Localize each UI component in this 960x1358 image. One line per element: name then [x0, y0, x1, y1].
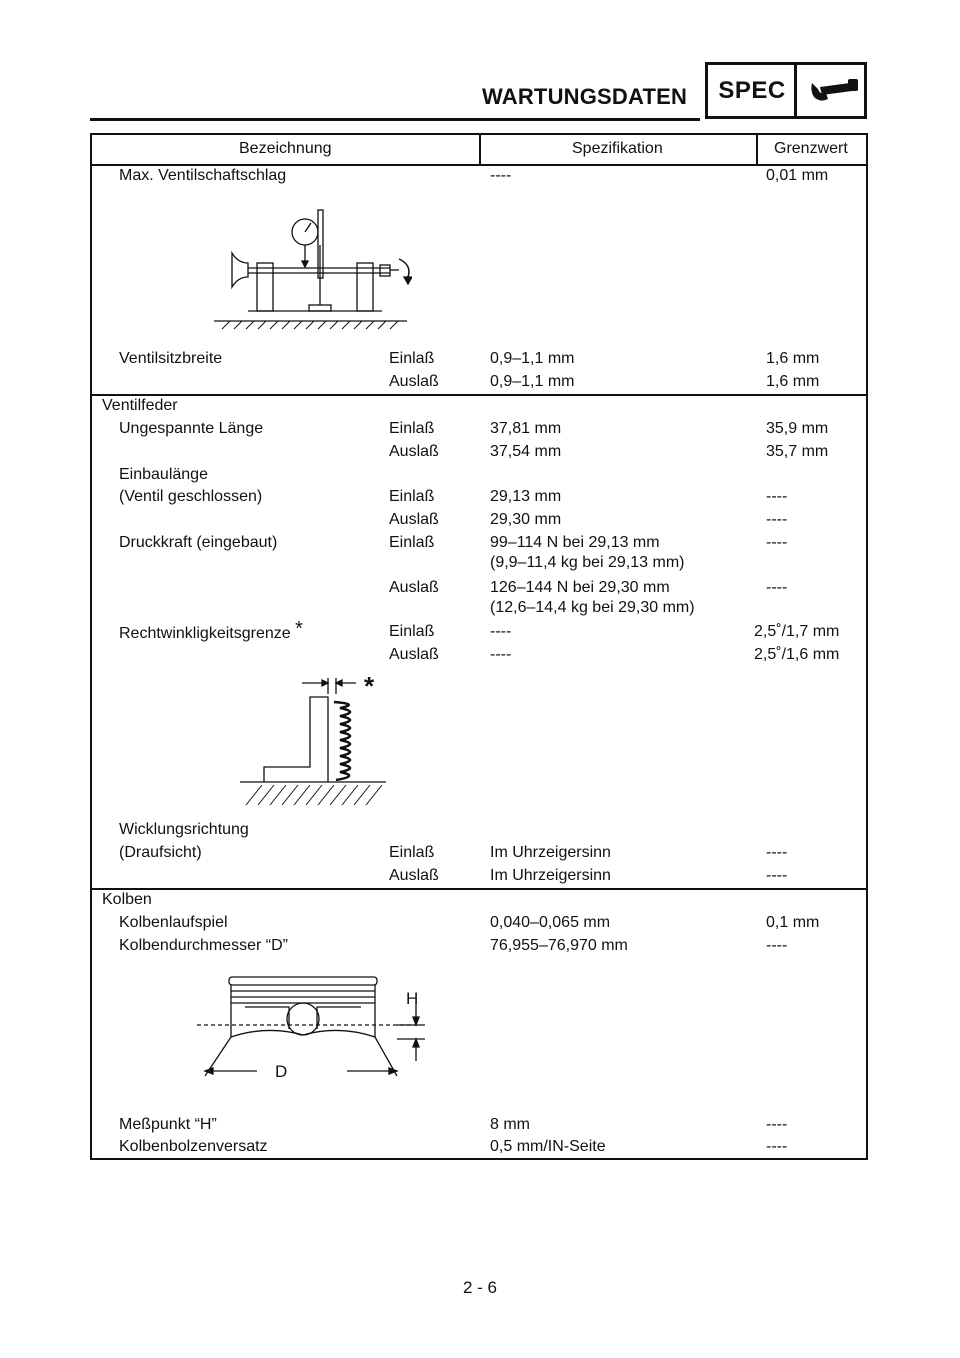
row-limit: 0,1 mm	[766, 914, 820, 931]
row-limit: 1,6 mm	[766, 373, 820, 390]
row-limit: ----	[766, 534, 788, 551]
row-name: Ventilsitzbreite	[119, 350, 223, 367]
wrench-icon	[806, 73, 862, 109]
row-limit: 2,5˚/1,6 mm	[754, 646, 840, 663]
row-limit: 35,7 mm	[766, 443, 829, 460]
row-name-text: Rechtwinkligkeitsgrenze	[119, 625, 291, 642]
section-divider	[92, 394, 866, 396]
spec-divider	[794, 65, 797, 116]
figure-label-h: H	[406, 989, 419, 1008]
valve-runout-figure	[212, 205, 412, 330]
row-spec: 37,54 mm	[490, 443, 562, 460]
row-spec: ----	[490, 167, 512, 184]
row-limit: ----	[766, 579, 788, 596]
figure-label-d: D	[275, 1062, 288, 1081]
row-limit: ----	[766, 511, 788, 528]
row-spec: 0,9–1,1 mm	[490, 350, 575, 367]
row-limit: ----	[766, 1138, 788, 1155]
row-spec: ----	[490, 623, 512, 640]
row-name: Ungespannte Länge	[119, 420, 264, 437]
section-divider	[92, 888, 866, 890]
row-limit: 2,5˚/1,7 mm	[754, 623, 840, 640]
row-sub: Einlaß	[389, 350, 435, 367]
row-limit: ----	[766, 867, 788, 884]
row-spec: 37,81 mm	[490, 420, 562, 437]
row-limit: ----	[766, 844, 788, 861]
row-name: Meßpunkt “H”	[119, 1116, 217, 1133]
row-sub: Einlaß	[389, 488, 435, 505]
row-spec-2: (9,9–11,4 kg bei 29,13 mm)	[490, 554, 685, 571]
row-spec: 29,13 mm	[490, 488, 562, 505]
row-limit: ----	[766, 937, 788, 954]
row-name: Kolbenlaufspiel	[119, 914, 228, 931]
row-name-2: (Draufsicht)	[119, 844, 202, 861]
row-limit: ----	[766, 1116, 788, 1133]
spec-label: SPEC	[718, 77, 786, 104]
row-spec: 8 mm	[490, 1116, 530, 1133]
row-spec: Im Uhrzeigersinn	[490, 867, 611, 884]
row-sub: Auslaß	[389, 867, 439, 884]
column-divider	[756, 135, 758, 165]
row-name: Einbaulänge	[119, 466, 208, 483]
row-sub: Einlaß	[389, 534, 435, 551]
row-limit: 0,01 mm	[766, 167, 829, 184]
page-number: 2 - 6	[462, 1278, 498, 1297]
row-limit: 35,9 mm	[766, 420, 829, 437]
row-name-2: (Ventil geschlossen)	[119, 488, 263, 505]
piston-figure	[197, 973, 437, 1098]
row-spec: 29,30 mm	[490, 511, 562, 528]
row-spec: 76,955–76,970 mm	[490, 937, 628, 954]
row-name: Kolbendurchmesser “D”	[119, 937, 288, 954]
column-header-spec: Spezifikation	[572, 140, 663, 157]
row-limit: ----	[766, 488, 788, 505]
row-spec: 0,9–1,1 mm	[490, 373, 575, 390]
section-title: Kolben	[102, 891, 152, 908]
column-header-limit: Grenzwert	[774, 140, 848, 157]
row-spec: 99–114 N bei 29,13 mm	[490, 534, 660, 551]
row-name: Max. Ventilschaftschlag	[119, 167, 287, 184]
row-name: Druckkraft (eingebaut)	[119, 534, 278, 551]
section-title: Ventilfeder	[102, 397, 178, 414]
row-spec: ----	[490, 646, 512, 663]
spec-table	[90, 133, 868, 1160]
row-sub: Auslaß	[389, 373, 439, 390]
row-spec: 0,5 mm/IN-Seite	[490, 1138, 606, 1155]
row-spec: 126–144 N bei 29,30 mm	[490, 579, 670, 596]
row-name	[119, 618, 303, 644]
row-sub: Einlaß	[389, 420, 435, 437]
row-spec: 0,040–0,065 mm	[490, 914, 611, 931]
row-spec-2: (12,6–14,4 kg bei 29,30 mm)	[490, 599, 695, 616]
asterisk-mark: *	[295, 618, 303, 640]
row-name: Wicklungsrichtung	[119, 821, 249, 838]
row-sub: Auslaß	[389, 511, 439, 528]
figure-asterisk: *	[364, 671, 375, 701]
row-sub: Einlaß	[389, 623, 435, 640]
row-sub: Auslaß	[389, 646, 439, 663]
row-sub: Auslaß	[389, 579, 439, 596]
column-header-name: Bezeichnung	[239, 140, 332, 157]
page-title: WARTUNGSDATEN	[482, 84, 688, 109]
header-rule	[90, 118, 700, 121]
row-sub: Einlaß	[389, 844, 435, 861]
row-spec: Im Uhrzeigersinn	[490, 844, 611, 861]
row-limit: 1,6 mm	[766, 350, 820, 367]
row-name: Kolbenbolzenversatz	[119, 1138, 268, 1155]
spec-badge	[705, 62, 867, 119]
column-divider	[479, 135, 481, 165]
row-sub: Auslaß	[389, 443, 439, 460]
